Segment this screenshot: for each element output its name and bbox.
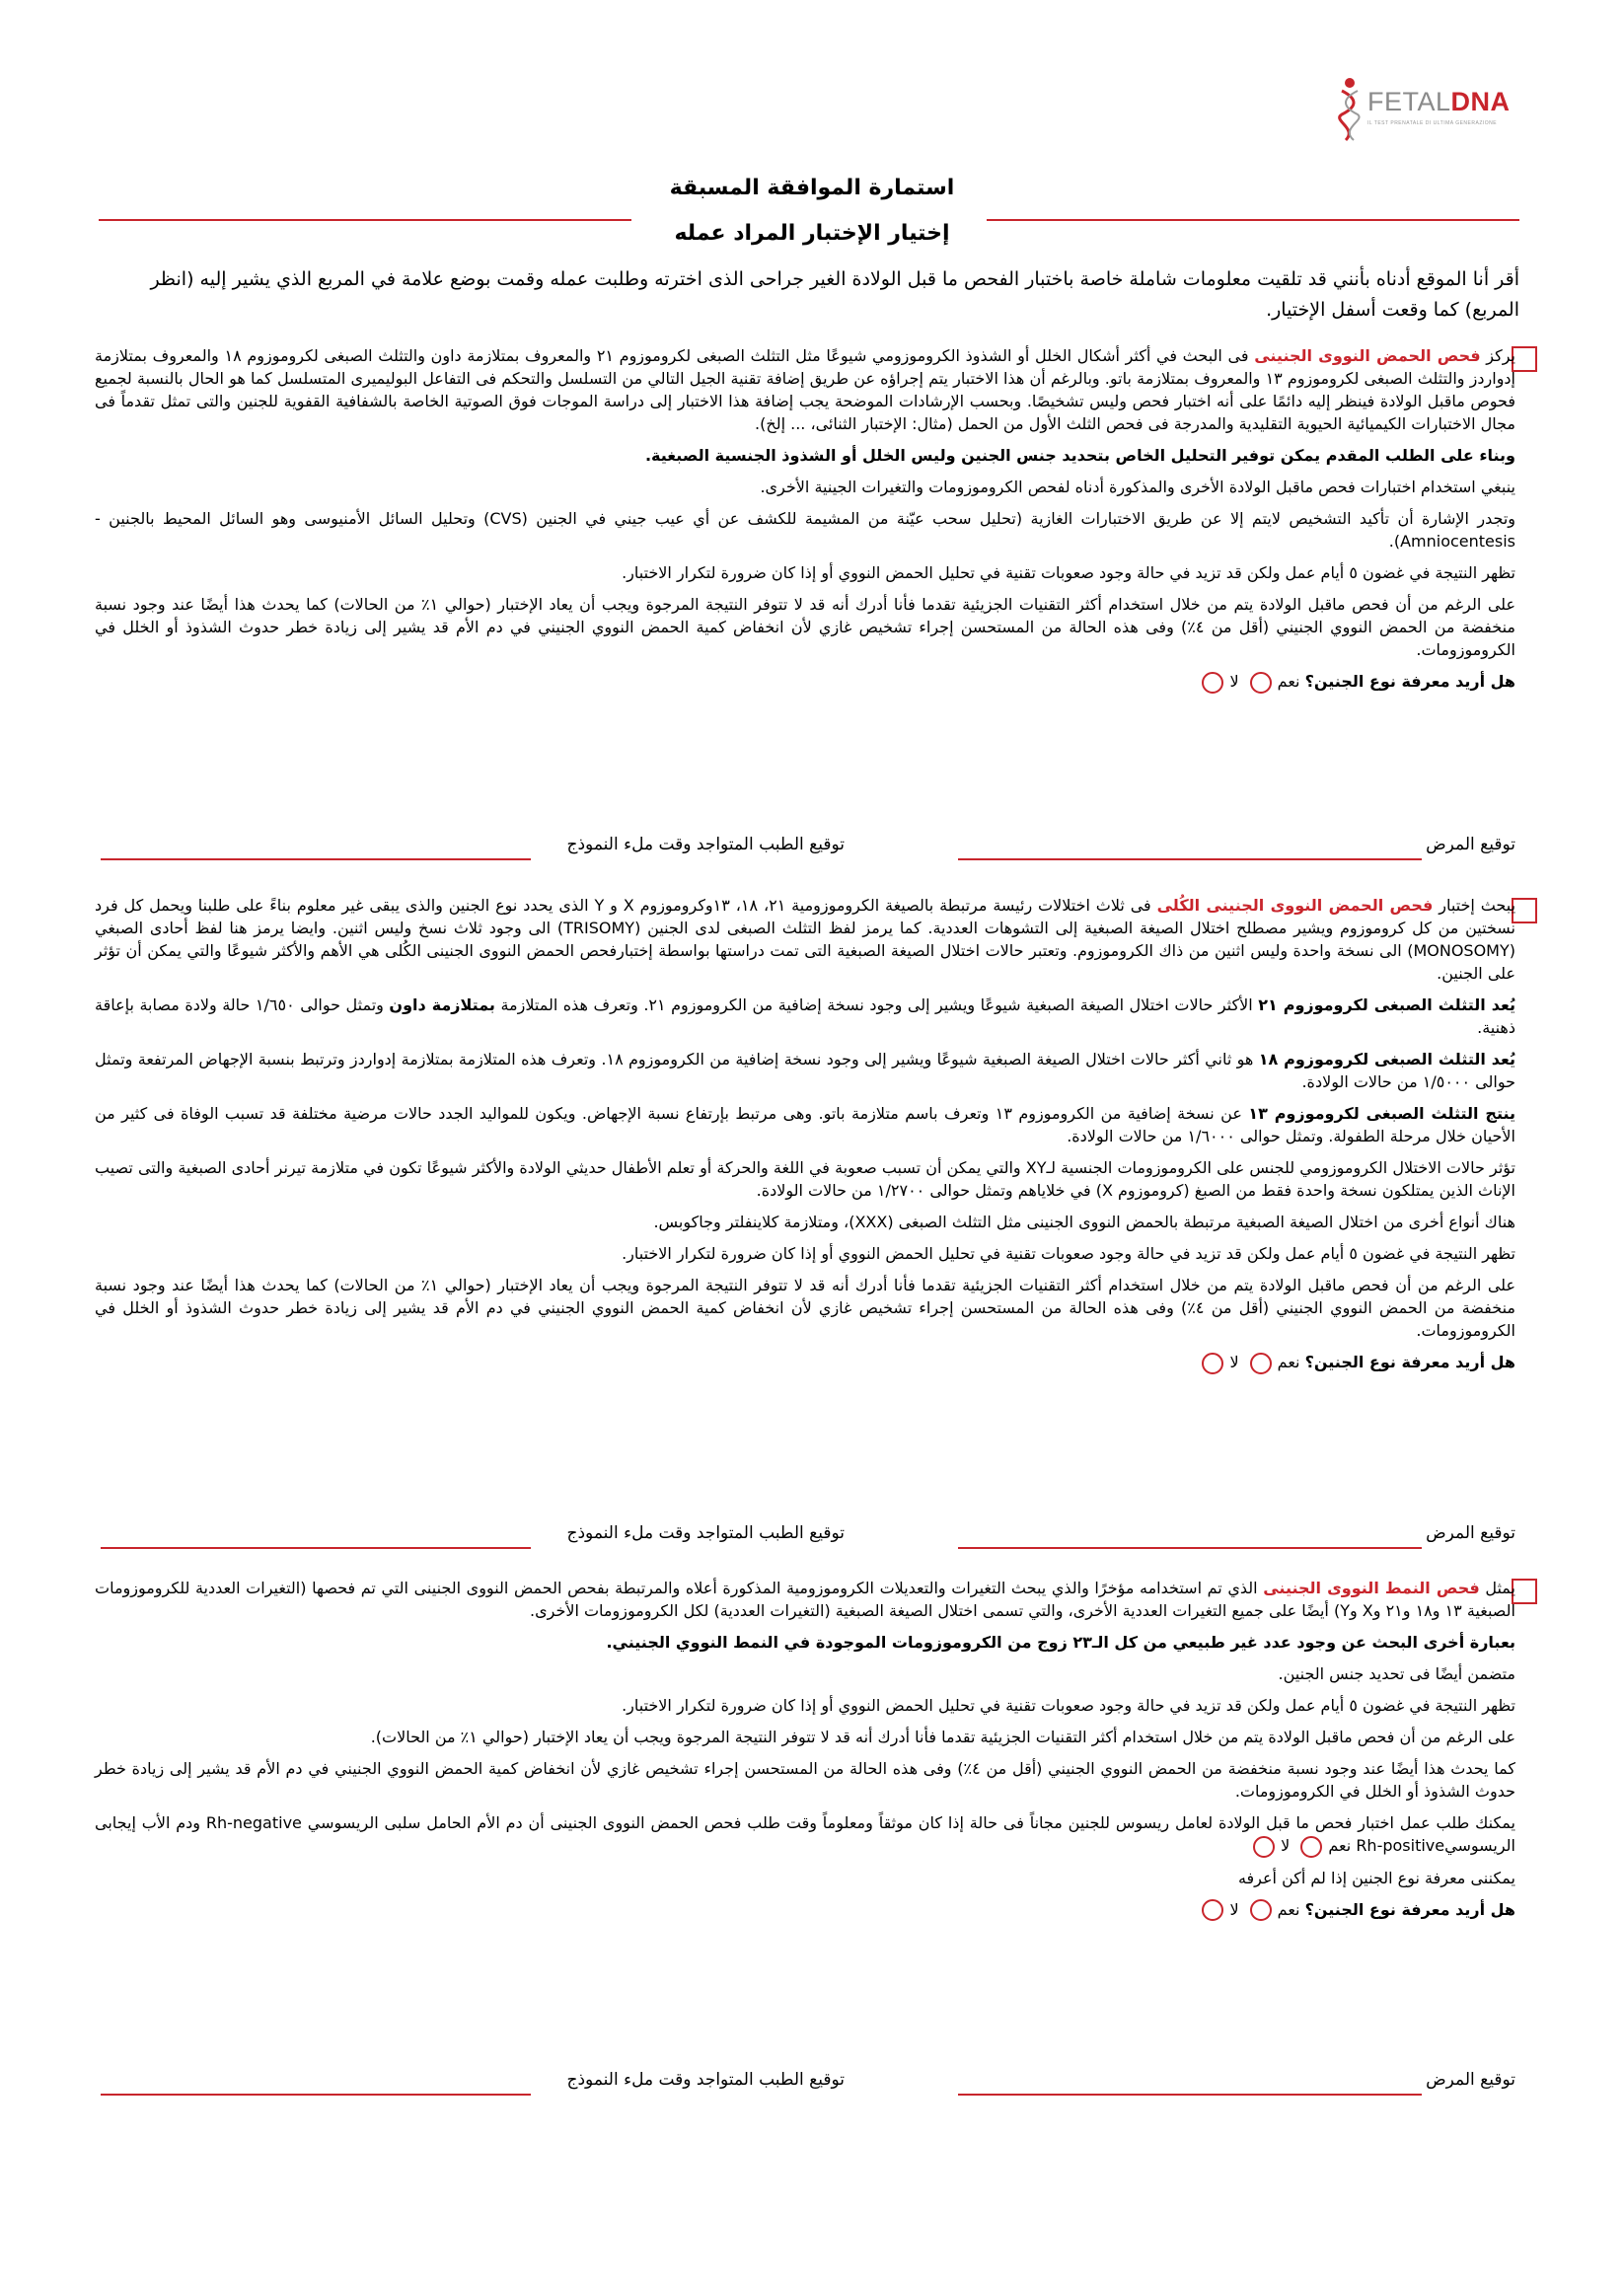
- section3-disclaimer: على الرغم من أن فحص ماقبل الولادة يتم من خلال استخدام أكثر التقنيات الجزيئية تقدما فأنا أدرك أنه قد لا تتوفر النتيجة المرجوة ويجب أن يعاد الإختبار (حوالي ١٪ من الحالات).: [370, 1728, 1515, 1746]
- radio-yes[interactable]: [1250, 1353, 1272, 1374]
- section1-disclaimer: على الرغم من أن فحص ماقبل الولادة يتم من خلال استخدام أكثر التقنيات الجزيئية تقدما فأنا أدرك أنه قد لا تتوفر النتيجة المرجوة ويجب أن يعاد الإختبار (حوالي ١٪ من الحالات) كما يحدث هذا أيضًا عند وجود نسبة منخفضة من الحمض النووي الجنيني (أقل من ٤٪) وفى هذه الحالة من المستحسن إجراء تشخيص غازي لأن انخفاض كمية الحمض النووي الجنيني في دم الأم قد يشير إلى زيادة خطر حدوث الشذوذ أو الخلل في الكروموزومات.: [95, 595, 1516, 659]
- rhesus-text: يمكنك طلب عمل اختبار فحص ما قبل الولادة لعامل ريسوس للجنين مجاناً فى حالة إذا كان موثقاً ومعلوماً وقت طلب فحص الحمض النووى الجنينى أن دم الأم الحامل سلبى الريسوسي Rh-negative ودم الأب إيجابى الريسوسيRh-positive: [95, 1813, 1515, 1855]
- no-label: لا: [1229, 1353, 1239, 1371]
- section2-trisomy13: [95, 1102, 1515, 1147]
- know-sex-question: هل أريد معرفة نوع الجنين؟: [1304, 1899, 1515, 1919]
- no-label: لا: [1229, 1899, 1239, 1919]
- trisomy21-heading: يُعد التثلث الصبغى لكروموزوم ٢١: [1258, 995, 1516, 1014]
- section-fetal-dna: [95, 344, 1515, 702]
- logo-tagline: IL TEST PRENATALE DI ULTIMA GENERAZIONE: [1367, 120, 1498, 126]
- section3-rhesus: [95, 1811, 1515, 1858]
- section3-lead: يمثل: [1485, 1579, 1515, 1597]
- section2-body: فى ثلاث اختلالات رئيسة مرتبطة بالصيغة الكروموزومية ٢١، ١٨، ١٣وكروموزوم X و Y الذى يحدد نوع الجنين والذى يبقى غير معلوم بناءً على طلبنا ويحمل كل فرد نسختين من كل كروموزوم ويشير مصطلح اختلال الصيغة الصبغية إلى التشوهات العددية. كما يرمز لفظ التثلث الصبغى لدى الجنين (TRISOMY) الى وجود ثلاث نسخ وليس اثنين. وايضا يرمز هنا لفظ أحادى الصبغي (MONOSOMY) الى نسخة واحدة وليس اثنين من ذاك الكروموزوم. وتعتبر حالات اختلال الصيغة الصبغية التى تمت دراستها بواسطة إختبارفحص الحمض النووى الجنينى الكُلى هي الأهم والأكثر شيوعًا والتي يمكن أن تؤثر على الجنين.: [95, 896, 1516, 983]
- section1-result-time: تظهر النتيجة في غضون ٥ أيام عمل ولكن قد تزيد في حالة وجود صعوبات تقنية في تحليل الحمض النووي أو إذا كان ضرورة لتكرار الاختبار.: [622, 563, 1515, 582]
- down-syndrome-label: بمتلازمة داون: [389, 995, 495, 1014]
- doctor-signature-line[interactable]: [101, 858, 531, 860]
- section1-sex-question: [95, 670, 1515, 694]
- trisomy13-heading: ينتج التثلث الصبغى لكروموزوم ١٣: [1248, 1104, 1516, 1123]
- yes-label: نعم: [1277, 672, 1300, 691]
- section1-intro: [95, 344, 1515, 435]
- section1-other-tests: ينبغي استخدام اختبارات فحص ماقبل الولادة الأخرى والمذكورة أدناه لفحص الكروموزومات والتغيرات الجينية الأخرى.: [760, 478, 1515, 496]
- patient-signature-label: توقيع المرض: [1426, 1523, 1515, 1543]
- section3-summary: بعبارة أخرى البحث عن وجود عدد غير طبيعي من كل الـ٢٣ زوج من الكروموزومات الموجودة في النمط النووي الجنيني.: [606, 1633, 1515, 1652]
- section3-low-fraction: كما يحدث هذا أيضًا عند وجود نسبة منخفضة من الحمض النووي الجنيني (أقل من ٤٪) وفى هذه الحالة من المستحسن إجراء تشخيص غازي لأن انخفاض كمية الحمض النووي الجنيني في دم الأم قد يشير إلى زيادة خطر حدوث الشذوذ أو الخلل في الكروموزومات.: [95, 1759, 1516, 1801]
- section2-sex-chromosomes: تؤثر حالات الاختلال الكروموزومي للجنس على الكروموزومات الجنسية لـXY والتي يمكن أن تسبب صعوبة في اللغة والحركة أو تعلم الأطفال حديثي الولادة والأكثر شيوعًا تكون في متلازمة تيرنر أحادى الصبغية والتى تصيب الإناث الذين يمتلكون نسخة واحدة فقط من الصبغ (كروموزوم X) في خلاياهم وتمثل حوالى ١/٢٧٠٠ من حالات الولادة.: [95, 1158, 1516, 1200]
- no-label: لا: [1281, 1836, 1291, 1855]
- rhesus-radio-yes[interactable]: [1300, 1836, 1322, 1858]
- radio-no[interactable]: [1202, 1899, 1223, 1921]
- yes-label: نعم: [1277, 1353, 1300, 1371]
- know-sex-question: هل أريد معرفة نوع الجنين؟: [1304, 1353, 1515, 1371]
- section2-trisomy21: [95, 994, 1515, 1039]
- intro-paragraph: أقر أنا الموقع أدناه بأنني قد تلقيت معلومات شاملة خاصة باختبار الفحص ما قبل الولادة الغير جراحى الذى اخترته وطلبت عمله وقمت بوضع علامة في المربع الذي يشير إليه (انظر المربع) كما وقعت أسفل الإختيار.: [150, 268, 1519, 321]
- section3-intro: [95, 1577, 1515, 1622]
- patient-signature-line[interactable]: [958, 2094, 1422, 2096]
- patient-signature-line[interactable]: [958, 858, 1422, 860]
- radio-yes[interactable]: [1250, 1899, 1272, 1921]
- section2-disclaimer: على الرغم من أن فحص ماقبل الولادة يتم من خلال استخدام أكثر التقنيات الجزيئية تقدما فأنا أدرك أنه قد لا تتوفر النتيجة المرجوة ويجب أن يعاد الإختبار (حوالي ١٪ من الحالات) كما يحدث هذا أيضًا عند وجود نسبة منخفضة من الحمض النووي الجنيني (أقل من ٤٪) وفى هذه الحالة من المستحسن إجراء تشخيص غازي لأن انخفاض كمية الحمض النووي الجنيني في دم الأم قد يشير إلى زيادة خطر حدوث الشذوذ أو الخلل في الكروموزومات.: [95, 1276, 1516, 1340]
- section1-sex-note: وبناء على الطلب المقدم يمكن توفير التحليل الخاص بتحديد جنس الجنين وليس الخلل أو الشذوذ الجنسية الصبغية.: [644, 446, 1515, 465]
- signature-row-3: [95, 2070, 1515, 2100]
- section3-result-time: تظهر النتيجة في غضون ٥ أيام عمل ولكن قد تزيد في حالة وجود صعوبات تقنية في تحليل الحمض النووي أو إذا كان ضرورة لتكرار الاختبار.: [622, 1696, 1515, 1715]
- no-label: لا: [1229, 672, 1239, 691]
- trisomy18-text: هو ثاني أكثر حالات اختلال الصيغة الصبغية شيوعًا ويشير إلى وجود نسخة إضافية من الكروموزوم ١٨. وتعرف هذه المتلازمة بمتلازمة إدواردز وترتبط بنسبة الإجهاض المرتفعة وتمثل حوالى ١/٥٠٠٠ من حالات الولادة.: [95, 1050, 1515, 1091]
- section2-lead: يبحث إختبار: [1439, 896, 1516, 915]
- fetaldna-logo: [1334, 77, 1541, 146]
- signature-row-1: [95, 835, 1515, 864]
- rhesus-radio-no[interactable]: [1253, 1836, 1275, 1858]
- section2-other-aneuploidy: هناك أنواع أخرى من اختلال الصيغة الصبغية مرتبطة بالحمض النووى الجنينى مثل التثلث الصبغى (XXX)، ومتلازمة كلاينفلتر وجاكوبس.: [653, 1213, 1515, 1231]
- section3-test-name: فحص النمط النووى الجنينى: [1263, 1579, 1480, 1597]
- section1-lead: يركز: [1486, 346, 1515, 365]
- section3-sex-question: [95, 1898, 1515, 1922]
- doctor-signature-label: توقيع الطبب المتواجد وقت ملء النموذج: [566, 835, 845, 854]
- section2-sex-question: [95, 1351, 1515, 1374]
- section3-sex-included: متضمن أيضًا فى تحديد جنس الجنين.: [1278, 1664, 1515, 1683]
- trisomy13-text: عن نسخة إضافية من الكروموزوم ١٣ وتعرف باسم متلازمة باتو. وهى مرتبط بإرتفاع نسبة الإجهاض. ويكون للمواليد الجدد حالات مرضية مختلفة قد تسبب الوفاة فى كثير من الأحيان خلال مرحلة الطفولة. وتمثل حوالى ١/٦٠٠٠ من حالات الولادة.: [95, 1104, 1515, 1145]
- title-rule-right: [987, 219, 1519, 221]
- patient-signature-line[interactable]: [958, 1547, 1422, 1549]
- dna-figure-icon: [1334, 77, 1366, 142]
- section1-body: فى البحث في أكثر أشكال الخلل أو الشذوذ الكروموزومي شيوعًا مثل التثلث الصبغى لكروموزوم ٢١ والمعروف بمتلازمة داون والتثلث الصبغى لكروموزوم ١٨ والمعروف بمتلازمة إدواردز والتثلث الصبغى لكروموزوم ١٣ والمعروف بمتلازمة باتو. وبالرغم أن هذا الاختبار يتم إجراؤه عن طريق إضافة تقنية الجيل التالي من التسلسل والتحكم فى التفاعل البوليميرى المتسلسل كما هو الحال بالنسبة لجميع فحوص ماقبل الولادة فينظر إليه دائمًا على أنه اختبار فحص وليس تشخيصًا. وبحسب الإرشادات الموضحة يجب إضافة هذا الاختبار إلى دراسة الموجات فوق الصوتية الخاصة بالشفافية القفوية للجنين والتى تمثل تقدماً فى مجال الاختبارات الكيميائية الحيوية التقليدية والمدرجة فى فحص الثلث الأول من الحمل (مثال: الإختبار الثنائى، ... إلخ).: [95, 346, 1515, 433]
- trisomy21-end: وتمثل حوالى ١/٦٥٠ حالة ولادة مصابة بإعاقة ذهنية.: [95, 995, 1515, 1037]
- section3-body: الذي تم استخدامه مؤخرًا والذي يبحث التغيرات والتعديلات الكروموزومية المذكورة أعلاه والمرتبطة بفحص الحمض النووى الجنينى التي تم فحصها (التغيرات العددية للكروموزومات الصبغية ١٣ و١٨ و٢١ وX وY) أيضًا على جميع التغيرات العددية الأخرى، والتي تسمى اختلال الصيغة الصبغية (التغيرات العددية) لكل الكروموزومات الأخرى.: [95, 1579, 1515, 1620]
- logo-wordmark: FETALDNA: [1367, 87, 1511, 116]
- trisomy21-text: الأكثر حالات اختلال الصيغة الصبغية شيوعًا ويشير إلى وجود نسخة إضافية من الكروموزوم ٢١. وتعرف هذه المتلازمة: [500, 995, 1253, 1014]
- radio-yes[interactable]: [1250, 672, 1272, 694]
- doctor-signature-label: توقيع الطبب المتواجد وقت ملء النموذج: [566, 1523, 845, 1543]
- section2-result-time: تظهر النتيجة في غضون ٥ أيام عمل ولكن قد تزيد في حالة وجود صعوبات تقنية في تحليل الحمض النووي أو إذا كان ضرورة لتكرار الاختبار.: [622, 1244, 1515, 1263]
- know-sex-question: هل أريد معرفة نوع الجنين؟: [1304, 672, 1515, 691]
- doctor-signature-label: توقيع الطبب المتواجد وقت ملء النموذج: [566, 2070, 845, 2090]
- section-fetal-karyotype: [95, 1577, 1515, 1930]
- radio-no[interactable]: [1202, 1353, 1223, 1374]
- section1-invasive-note: وتجدر الإشارة أن تأكيد التشخيص لايتم إلا عن طريق الاختبارات الغازية (تحليل سحب عيّنة من المشيمة للكشف عن أي عيب جيني في الجنين (CVS) وتحليل السائل الأمنيوسى وهو السائل المحيط بالجنين - Amniocentesis).: [95, 509, 1516, 551]
- trisomy18-heading: يُعد التثلث الصبغى لكروموزوم ١٨: [1258, 1050, 1516, 1069]
- radio-no[interactable]: [1202, 672, 1223, 694]
- form-subtitle: إختيار الإختبار المراد عمله: [674, 221, 950, 246]
- section1-test-name: فحص الحمض النووى الجنينى: [1254, 346, 1481, 365]
- section2-test-name: فحص الحمض النووى الجنينى الكُلى: [1156, 896, 1434, 915]
- yes-label: نعم: [1328, 1836, 1352, 1855]
- section3-sex-option: يمكننى معرفة نوع الجنين إذا لم أكن أعرفه: [1237, 1868, 1515, 1887]
- section2-trisomy18: [95, 1048, 1515, 1093]
- section2-intro: [95, 894, 1515, 985]
- section-total-fetal-dna: [95, 894, 1515, 1383]
- yes-label: نعم: [1277, 1899, 1300, 1919]
- patient-signature-label: توقيع المرض: [1426, 835, 1515, 854]
- doctor-signature-line[interactable]: [101, 2094, 531, 2096]
- title-rule-left: [99, 219, 631, 221]
- signature-row-2: [95, 1523, 1515, 1553]
- patient-signature-label: توقيع المرض: [1426, 2070, 1515, 2090]
- form-title: استمارة الموافقة المسبقة: [669, 176, 955, 200]
- doctor-signature-line[interactable]: [101, 1547, 531, 1549]
